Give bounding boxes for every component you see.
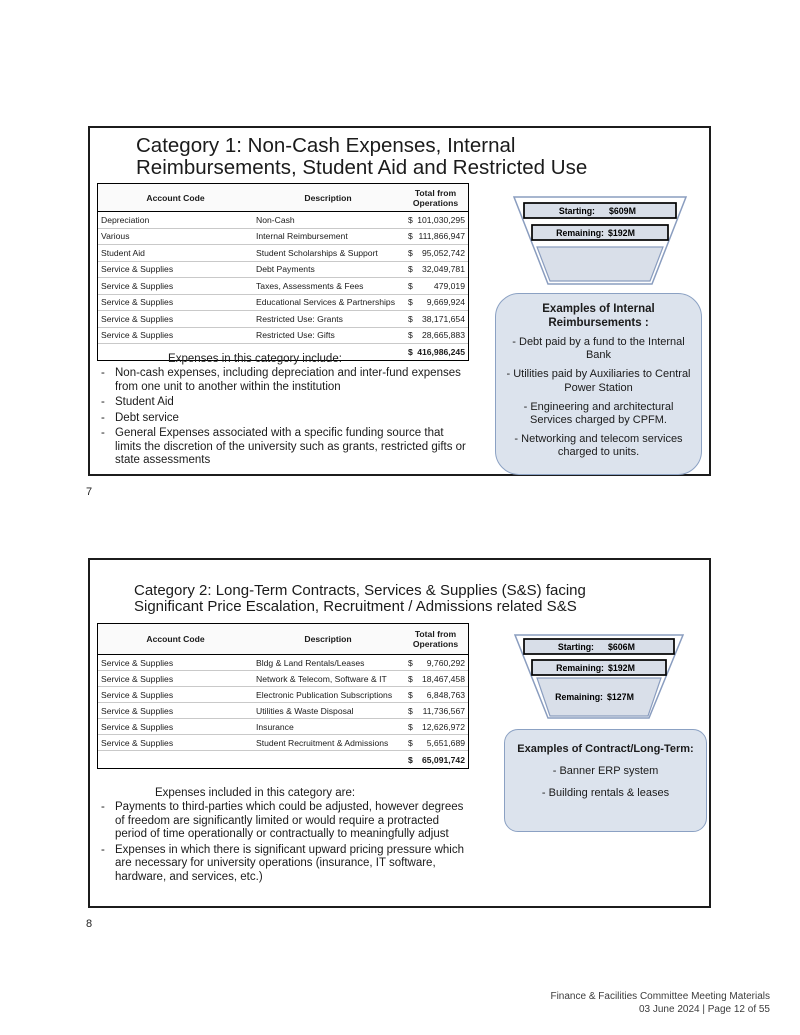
currency-symbol: $ bbox=[408, 673, 413, 684]
cell-description: Restricted Use: Grants bbox=[256, 313, 343, 324]
table-row bbox=[98, 670, 468, 686]
table-row bbox=[98, 327, 468, 344]
slide1-page-number: 7 bbox=[86, 486, 93, 498]
table-row bbox=[98, 702, 468, 718]
footer-line2: 03 June 2024 | Page 12 of 55 bbox=[638, 1003, 770, 1015]
amount-value: 479,019 bbox=[433, 280, 465, 291]
slide2-funnel-diagram bbox=[511, 634, 687, 720]
slide2-examples-callout bbox=[504, 729, 707, 832]
slide2-page-number: 8 bbox=[86, 918, 93, 930]
bullet-item: - Payments to third-parties which could be adjusted, however degrees of freedom are significantly limited or would require a protracted period of time operationally or contractually to meaningfully adjust bbox=[100, 801, 468, 842]
currency-symbol: $ bbox=[408, 754, 413, 765]
currency-symbol: $ bbox=[408, 721, 413, 732]
currency-symbol: $ bbox=[408, 280, 413, 291]
slide1-expense-table bbox=[97, 183, 469, 361]
cell-description: Educational Services & Partnerships bbox=[256, 297, 396, 308]
cell-account: Service & Supplies bbox=[101, 657, 174, 668]
currency-symbol: $ bbox=[408, 330, 413, 341]
slide1-body-heading: Expenses in this category include: bbox=[168, 353, 342, 365]
cell-amount bbox=[403, 658, 468, 668]
cell-account: Various bbox=[101, 231, 130, 242]
cell-account: Student Aid bbox=[101, 247, 145, 258]
cell-amount bbox=[403, 330, 468, 340]
amount-value: 9,760,292 bbox=[426, 657, 465, 668]
cell-account: Service & Supplies bbox=[101, 297, 174, 308]
bullet-item: - Debt service bbox=[100, 412, 468, 426]
currency-symbol: $ bbox=[408, 231, 413, 242]
slide2-body-heading: Expenses included in this category are: bbox=[154, 787, 356, 799]
currency-symbol: $ bbox=[408, 214, 413, 225]
amount-value: 12,626,972 bbox=[421, 721, 465, 732]
cell-account: Service & Supplies bbox=[101, 737, 174, 748]
amount-value: 111,866,947 bbox=[418, 231, 465, 242]
cell-account: Service & Supplies bbox=[101, 705, 174, 716]
amount-value: 28,665,883 bbox=[421, 330, 465, 341]
currency-symbol: $ bbox=[408, 297, 413, 308]
footer-line1: Finance & Facilities Committee Meeting Materials bbox=[550, 991, 770, 1002]
currency-symbol: $ bbox=[408, 705, 413, 716]
example-item: - Networking and telecom services charged to units. bbox=[506, 433, 691, 459]
cell-description: Insurance bbox=[256, 721, 294, 732]
slide1-examples-callout bbox=[495, 293, 702, 475]
cell-description: Taxes, Assessments & Fees bbox=[256, 280, 364, 291]
col-header-total: Total from Operations bbox=[412, 629, 459, 649]
cell-description: Internal Reimbursement bbox=[256, 231, 348, 242]
col-header-description: Description bbox=[304, 192, 352, 203]
amount-value: 38,171,654 bbox=[421, 313, 465, 324]
amount-value: 5,651,689 bbox=[426, 737, 465, 748]
slide1-title bbox=[136, 135, 587, 179]
currency-symbol: $ bbox=[408, 264, 413, 275]
example-item: - Utilities paid by Auxiliaries to Central Power Station bbox=[506, 368, 691, 394]
currency-symbol: $ bbox=[408, 247, 413, 258]
cell-account: Service & Supplies bbox=[101, 264, 174, 275]
funnel-remaining-value: $192M bbox=[608, 662, 635, 673]
table-row bbox=[98, 686, 468, 702]
cell-amount bbox=[403, 690, 468, 700]
slide2-title-line2: Significant Price Escalation, Recruitment / Admissions related S&S bbox=[134, 598, 577, 615]
table-total-row bbox=[98, 750, 468, 768]
total-amount-value: 65,091,742 bbox=[421, 754, 465, 765]
slide1-funnel-diagram bbox=[510, 196, 690, 286]
funnel-remaining-label: Remaining: bbox=[556, 662, 604, 673]
cell-total-amount bbox=[403, 755, 468, 765]
funnel-bar-starting bbox=[524, 639, 674, 654]
cell-amount bbox=[403, 215, 468, 225]
bullet-item: - Non-cash expenses, including depreciation and inter-fund expenses from one unit to another within the institution bbox=[100, 367, 468, 394]
cell-description: Electronic Publication Subscriptions bbox=[256, 689, 393, 700]
cell-amount bbox=[403, 738, 468, 748]
funnel-starting-value: $606M bbox=[608, 641, 635, 652]
example-item: - Banner ERP system bbox=[510, 765, 701, 778]
slide-category-1 bbox=[88, 126, 711, 476]
amount-value: 18,467,458 bbox=[421, 673, 465, 684]
slide1-bullet-list bbox=[100, 367, 468, 470]
funnel-inner-segment bbox=[537, 247, 663, 281]
amount-value: 9,669,924 bbox=[426, 297, 465, 308]
slide2-title bbox=[134, 583, 586, 615]
cell-amount bbox=[403, 297, 468, 307]
table-row bbox=[98, 277, 468, 294]
cell-amount bbox=[403, 264, 468, 274]
amount-value: 32,049,781 bbox=[421, 264, 465, 275]
table-row bbox=[98, 244, 468, 261]
currency-symbol: $ bbox=[408, 346, 413, 357]
funnel-starting-value: $609M bbox=[609, 205, 636, 216]
examples-title: Examples of Contract/Long-Term: bbox=[517, 743, 694, 755]
funnel-remaining2-label: Remaining: bbox=[555, 692, 603, 702]
currency-symbol: $ bbox=[408, 737, 413, 748]
cell-description: Debt Payments bbox=[256, 264, 315, 275]
cell-account: Service & Supplies bbox=[101, 721, 174, 732]
cell-description: Student Scholarships & Support bbox=[256, 247, 378, 258]
cell-account: Service & Supplies bbox=[101, 313, 174, 324]
funnel-starting-label: Starting: bbox=[558, 205, 595, 216]
table-row bbox=[98, 212, 468, 228]
slide2-table-header-row bbox=[98, 624, 468, 655]
table-row bbox=[98, 655, 468, 670]
slide1-title-line2: Reimbursements, Student Aid and Restricted Use bbox=[136, 156, 588, 179]
table-row bbox=[98, 228, 468, 245]
amount-value: 6,848,763 bbox=[426, 689, 465, 700]
funnel-remaining2-value: $127M bbox=[607, 692, 634, 702]
cell-account: Service & Supplies bbox=[101, 673, 174, 684]
col-header-account-code: Account Code bbox=[146, 192, 205, 203]
cell-description: Bldg & Land Rentals/Leases bbox=[256, 657, 365, 668]
slide1-title-line1: Category 1: Non-Cash Expenses, Internal bbox=[136, 134, 516, 157]
bullet-item: - General Expenses associated with a specific funding source that limits the discretion of the university such as grants, restricted gifts or state assessments bbox=[100, 427, 468, 468]
funnel-bar-starting bbox=[524, 203, 676, 218]
amount-value: 101,030,295 bbox=[417, 214, 465, 225]
cell-account: Service & Supplies bbox=[101, 330, 174, 341]
col-header-total: Total from Operations bbox=[412, 187, 459, 208]
cell-amount bbox=[403, 281, 468, 291]
cell-description: Network & Telecom, Software & IT bbox=[256, 673, 387, 684]
amount-value: 11,736,567 bbox=[422, 705, 465, 716]
bullet-item: - Student Aid bbox=[100, 396, 468, 410]
cell-amount bbox=[403, 231, 468, 241]
example-item: - Building rentals & leases bbox=[510, 787, 701, 800]
slide2-title-line1: Category 2: Long-Term Contracts, Services & Supplies (S&S) facing bbox=[134, 582, 586, 599]
example-item: - Engineering and architectural Services charged by CPFM. bbox=[506, 401, 691, 427]
table-row bbox=[98, 261, 468, 278]
funnel-remaining-value: $192M bbox=[608, 227, 635, 238]
cell-description: Utilities & Waste Disposal bbox=[256, 705, 354, 716]
currency-symbol: $ bbox=[408, 689, 413, 700]
currency-symbol: $ bbox=[408, 313, 413, 324]
bullet-item: - Expenses in which there is significant upward pricing pressure which are necessary for university operations (insurance, IT software, hardware, and services, etc.) bbox=[100, 844, 468, 885]
cell-account: Depreciation bbox=[101, 214, 150, 225]
table-row bbox=[98, 294, 468, 311]
cell-description: Restricted Use: Gifts bbox=[256, 330, 335, 341]
funnel-remaining-label: Remaining: bbox=[556, 227, 604, 238]
total-amount-value: 416,986,245 bbox=[417, 346, 465, 357]
slide1-table-header-row bbox=[98, 184, 468, 212]
slide2-bullet-list bbox=[100, 801, 468, 886]
slide-category-2 bbox=[88, 558, 711, 908]
document-footer bbox=[550, 991, 770, 1016]
examples-title: Examples of Internal Reimbursements : bbox=[542, 303, 655, 329]
cell-amount bbox=[403, 706, 468, 716]
cell-description: Student Recruitment & Admissions bbox=[256, 737, 389, 748]
cell-account: Service & Supplies bbox=[101, 280, 174, 291]
cell-description: Non-Cash bbox=[256, 214, 295, 225]
slide2-expense-table bbox=[97, 623, 469, 769]
currency-symbol: $ bbox=[408, 657, 413, 668]
amount-value: 95,052,742 bbox=[421, 247, 465, 258]
cell-account: Service & Supplies bbox=[101, 689, 174, 700]
col-header-account-code: Account Code bbox=[146, 634, 205, 644]
cell-amount bbox=[403, 674, 468, 684]
col-header-description: Description bbox=[304, 634, 352, 644]
table-row bbox=[98, 718, 468, 734]
cell-amount bbox=[403, 248, 468, 258]
cell-amount bbox=[403, 314, 468, 324]
funnel-starting-label: Starting: bbox=[557, 641, 594, 652]
example-item: - Debt paid by a fund to the Internal Bank bbox=[506, 336, 691, 362]
table-row bbox=[98, 734, 468, 750]
cell-amount bbox=[403, 722, 468, 732]
table-row bbox=[98, 310, 468, 327]
